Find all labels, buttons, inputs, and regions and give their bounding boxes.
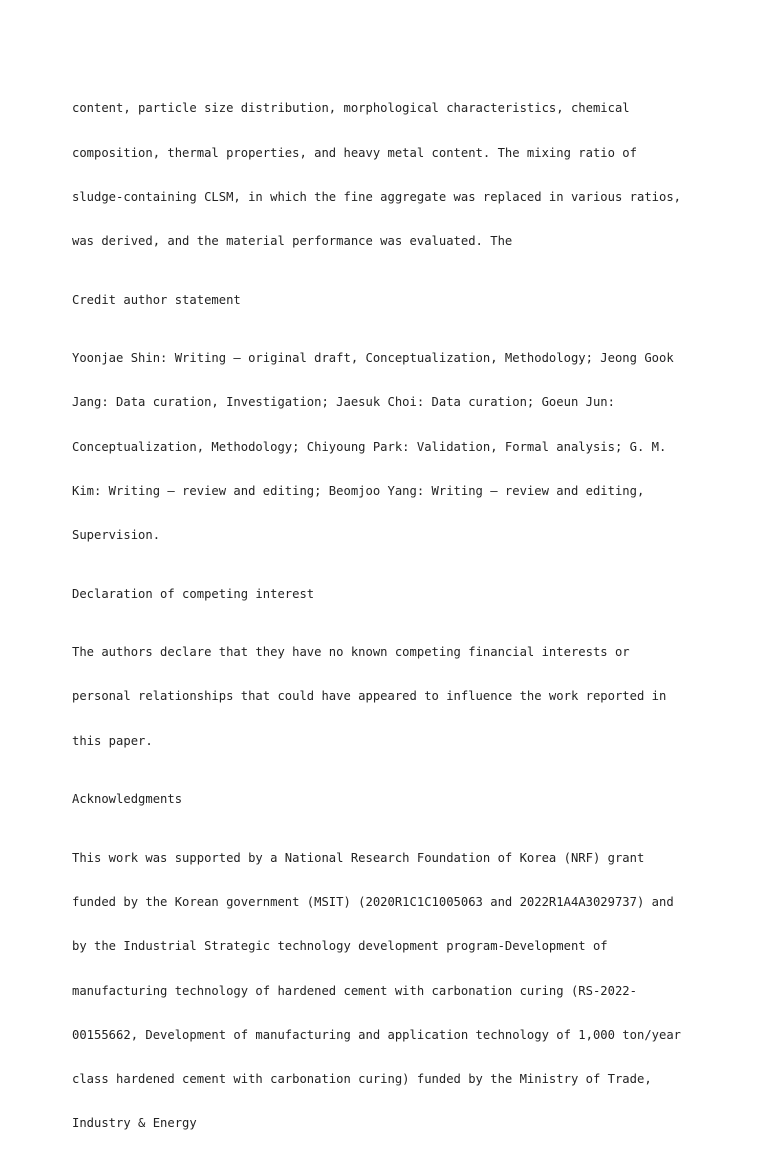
document-page <box>72 72 702 1175</box>
credit-paragraph <box>72 322 702 572</box>
competing-interest-paragraph <box>72 616 702 778</box>
text-line: The authors declare that they have no known competing financial interests or <box>72 645 630 660</box>
text-line: Industry & Energy <box>72 1115 197 1130</box>
text-line: manufacturing technology of hardened cement with carbonation curing (RS-2022- <box>72 983 637 998</box>
text-line: Yoonjae Shin: Writing – original draft, Conceptualization, Methodology; Jeong Gook <box>72 351 674 366</box>
text-line: 00155662, Development of manufacturing and application technology of 1,000 ton/year <box>72 1027 682 1042</box>
text-line: content, particle size distribution, morphological characteristics, chemical <box>72 101 630 116</box>
text-line: was derived, and the material performance was evaluated. The <box>72 233 513 248</box>
credit-heading: Credit author statement <box>72 292 241 307</box>
text-line: Jang: Data curation, Investigation; Jaesuk Choi: Data curation; Goeun Jun: <box>72 395 615 410</box>
text-line: by the Industrial Strategic technology development program-Development of <box>72 939 608 954</box>
text-line: Kim: Writing – review and editing; Beomjoo Yang: Writing – review and editing, <box>72 483 645 498</box>
intro-paragraph <box>72 72 702 278</box>
text-line: Supervision. <box>72 527 161 542</box>
acknowledgments-heading: Acknowledgments <box>72 792 183 807</box>
text-line: class hardened cement with carbonation curing) funded by the Ministry of Trade, <box>72 1071 652 1086</box>
text-line: This work was supported by a National Research Foundation of Korea (NRF) grant <box>72 851 645 866</box>
text-line: personal relationships that could have appeared to influence the work reported in <box>72 689 667 704</box>
competing-interest-heading: Declaration of competing interest <box>72 586 315 601</box>
text-line: funded by the Korean government (MSIT) (2020R1C1C1005063 and 2022R1A4A3029737) and <box>72 895 674 910</box>
text-line: this paper. <box>72 733 153 748</box>
text-line: composition, thermal properties, and heavy metal content. The mixing ratio of <box>72 145 637 160</box>
acknowledgments-paragraph <box>72 822 702 1160</box>
text-line: Conceptualization, Methodology; Chiyoung Park: Validation, Formal analysis; G. M. <box>72 439 667 454</box>
text-line: sludge-containing CLSM, in which the fine aggregate was replaced in various ratios, <box>72 189 682 204</box>
